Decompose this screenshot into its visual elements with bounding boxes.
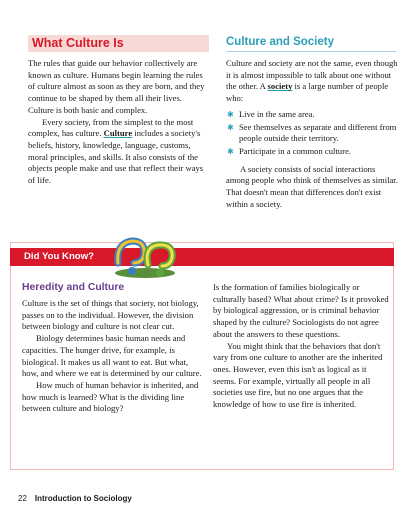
- left-paragraph-2-text-a: Every society, from the simplest to the most complex, has culture.: [28, 116, 194, 139]
- right-paragraph-1: [226, 58, 398, 105]
- society-keyword[interactable]: society: [267, 81, 293, 92]
- box-right-paragraph-1: Is the formation of families biologically or culturally based? What about crime? Is it provoked by biological aggression, or is criminal behavior shaped by the culture? Sociologists do not agree about the answers to these questions.: [213, 282, 389, 339]
- ground-shape: [115, 268, 175, 278]
- bullet-item: [226, 122, 398, 145]
- bullet-item: [226, 109, 398, 121]
- did-you-know-label: Did You Know?: [24, 251, 94, 262]
- culture-keyword[interactable]: Culture: [103, 128, 133, 139]
- box-left-paragraph-2: Biology determines basic human needs and capacities. The hunger drive, for example, is biological. It makes us all want to eat. But what, how, and where we eat is determined by our culture.: [22, 333, 202, 379]
- book-title: Introduction to Sociology: [34, 494, 132, 503]
- box-right-column: [213, 282, 389, 411]
- question-dot-blue: [128, 267, 136, 275]
- box-left-paragraph-3: How much of human behavior is inherited, and how much is learned? What is the dividing line between culture and biology?: [22, 379, 199, 414]
- right-paragraph-1-text-b: is a large number of people who:: [226, 81, 389, 104]
- left-column: [28, 58, 209, 187]
- culture-and-society-heading: [226, 35, 396, 49]
- right-column: [226, 58, 398, 210]
- box-right-paragraph-2: You might think that the behaviors that don't vary from one culture to another are the inherited ones. However, even this isn't as logical as it seems. For example, virtually all people in all societies use fire, but no one argues that the knowledge of how to use fire is inherited.: [213, 340, 383, 410]
- left-paragraph-2: [28, 117, 209, 187]
- heading-underline: [226, 51, 396, 52]
- box-left-paragraph-1: Culture is the set of things that society, not biology, passes on to the individual. However, the division between biology and culture is not clear cut.: [22, 298, 199, 332]
- heredity-and-culture-heading: Heredity and Culture: [22, 282, 125, 293]
- left-paragraph-2-text-b: includes a society's beliefs, history, knowledge, language, customs, moral principles, and skills. It also consists of the objects people make and use that reflect their ways of life.: [28, 128, 204, 186]
- page-footer: [18, 494, 132, 503]
- culture-and-society-heading-text: Culture and Society: [226, 36, 334, 48]
- bullet-text: Live in the same area.: [239, 108, 315, 119]
- bullet-text: Participate in a common culture.: [239, 145, 351, 156]
- bullet-item: [226, 146, 398, 158]
- star-bullet-icon: ✱: [227, 122, 234, 132]
- left-paragraph-1: The rules that guide our behavior collectively are known as culture. Humans begin learning the rules of culture almost as soon as they are born, and they continue to be shaped by them all their lives. Culture is both basic and complex.: [28, 58, 205, 115]
- question-dot-green: [156, 269, 164, 277]
- star-bullet-icon: ✱: [227, 109, 234, 119]
- question-marks-illustration-icon: [108, 233, 182, 281]
- box-left-column: [22, 298, 202, 415]
- bullet-text: See themselves as separate and different from people outside their territory.: [239, 121, 397, 144]
- star-bullet-icon: ✱: [227, 146, 234, 156]
- right-paragraph-1-text-a: Culture and society are not the same, even though it is almost impossible to talk about one without the other. A: [226, 58, 398, 92]
- page-number: 22: [18, 494, 27, 503]
- society-bullet-list: [226, 109, 398, 158]
- what-culture-is-heading: What Culture Is: [28, 35, 209, 52]
- right-paragraph-2: A society consists of social interactions among people who think of themselves as similar. That doesn't mean that differences don't exist within a society.: [226, 163, 398, 209]
- did-you-know-banner: [10, 248, 394, 266]
